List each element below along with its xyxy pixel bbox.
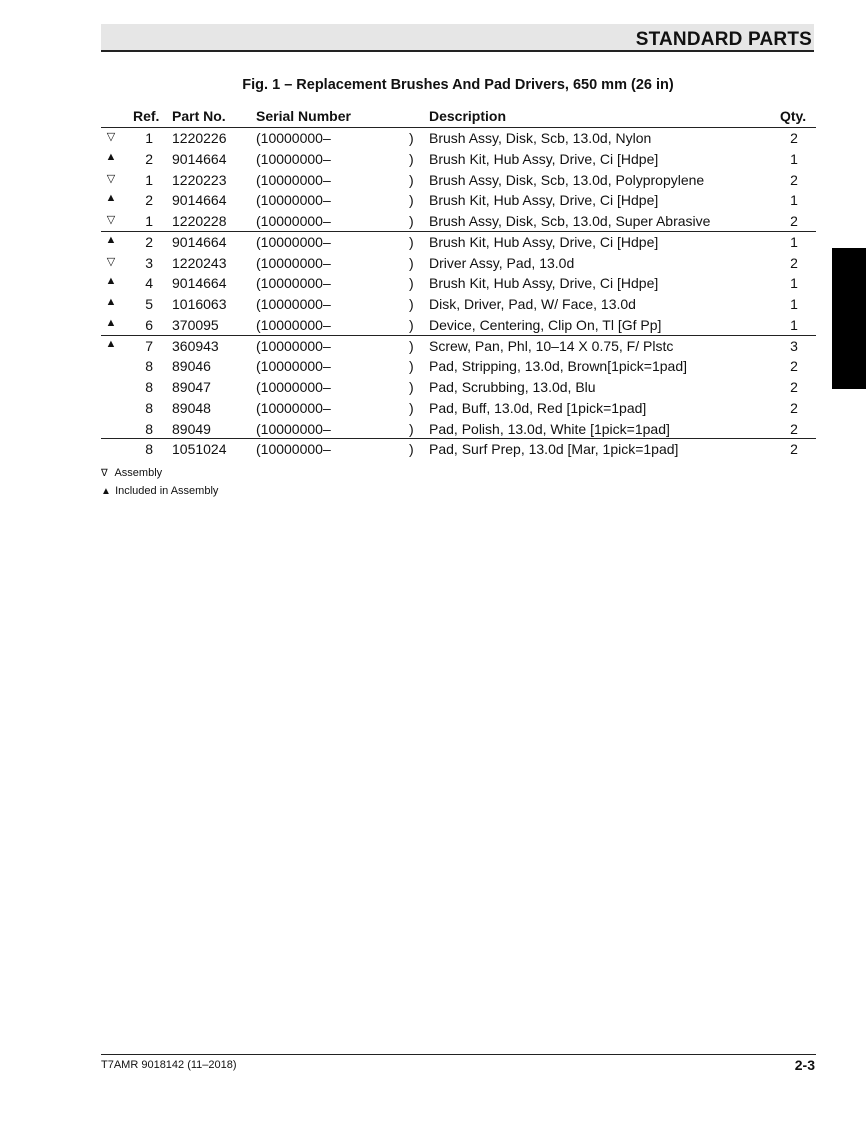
row-serial-number: (10000000– xyxy=(256,379,331,395)
row-description: Pad, Scrubbing, 13.0d, Blu xyxy=(429,379,596,395)
table-row xyxy=(0,441,866,462)
row-description: Brush Assy, Disk, Scb, 13.0d, Nylon xyxy=(429,130,652,146)
row-serial-close: ) xyxy=(409,275,414,292)
row-part-number: 9014664 xyxy=(172,275,227,292)
row-symbol-icon: ▽ xyxy=(106,172,116,185)
column-header-qty: Qty. xyxy=(780,108,807,124)
row-description: Pad, Polish, 13.0d, White [1pick=1pad] xyxy=(429,420,670,437)
row-part-number: 89049 xyxy=(172,420,211,437)
legend-included-label: Included in Assembly xyxy=(115,485,219,497)
table-header-rule xyxy=(101,127,816,128)
footer-rule xyxy=(101,1054,816,1055)
page-section-title: STANDARD PARTS xyxy=(635,29,812,50)
row-ref: 1 xyxy=(145,171,153,188)
legend-assembly xyxy=(101,467,162,479)
row-symbol-icon: ▲ xyxy=(105,337,117,350)
table-row xyxy=(0,338,866,359)
row-part-number: 89046 xyxy=(172,358,211,375)
row-serial-close: ) xyxy=(409,358,414,375)
row-serial-number: (10000000– xyxy=(256,358,331,375)
row-part-number: 1220226 xyxy=(172,130,227,146)
row-part-number: 370095 xyxy=(172,316,219,333)
row-qty: 2 xyxy=(790,130,798,146)
row-part-number: 89048 xyxy=(172,399,211,416)
row-symbol-icon: ▲ xyxy=(105,296,117,308)
assembly-symbol-icon: ∇ xyxy=(101,468,108,479)
row-ref: 7 xyxy=(145,337,153,354)
row-qty: 2 xyxy=(790,213,798,229)
row-part-number: 9014664 xyxy=(172,150,227,167)
table-row xyxy=(0,130,866,151)
row-serial-close: ) xyxy=(409,130,414,146)
column-header-part-no: Part No. xyxy=(172,108,226,124)
row-serial-close: ) xyxy=(409,379,414,395)
row-ref: 8 xyxy=(145,358,153,375)
row-symbol-icon: ▽ xyxy=(106,131,116,143)
row-ref: 8 xyxy=(145,399,153,416)
row-serial-number: (10000000– xyxy=(256,171,331,188)
row-description: Brush Kit, Hub Assy, Drive, Ci [Hdpe] xyxy=(429,150,659,167)
row-description: Brush Assy, Disk, Scb, 13.0d, Super Abrasive xyxy=(429,213,711,229)
table-row xyxy=(0,421,866,442)
row-description: Driver Assy, Pad, 13.0d xyxy=(429,254,575,271)
row-symbol-icon: ▽ xyxy=(106,255,116,268)
row-symbol-icon: ▽ xyxy=(106,214,116,226)
row-ref: 3 xyxy=(145,254,153,271)
table-row xyxy=(0,213,866,234)
row-description: Brush Kit, Hub Assy, Drive, Ci [Hdpe] xyxy=(429,233,659,250)
row-part-number: 1051024 xyxy=(172,441,227,458)
row-ref: 8 xyxy=(145,420,153,437)
row-qty: 1 xyxy=(790,192,798,209)
row-serial-close: ) xyxy=(409,441,414,458)
row-qty: 3 xyxy=(790,337,798,354)
row-serial-close: ) xyxy=(409,399,414,416)
row-description: Pad, Surf Prep, 13.0d [Mar, 1pick=1pad] xyxy=(429,441,679,458)
row-symbol-icon: ▲ xyxy=(105,150,117,163)
row-part-number: 360943 xyxy=(172,337,219,354)
row-symbol-icon: ▲ xyxy=(105,192,117,205)
legend-assembly-label: Assembly xyxy=(114,467,163,479)
row-part-number: 89047 xyxy=(172,379,211,395)
page-number: 2-3 xyxy=(794,1057,815,1073)
row-ref: 4 xyxy=(145,275,153,292)
row-description: Brush Kit, Hub Assy, Drive, Ci [Hdpe] xyxy=(429,192,659,209)
row-serial-close: ) xyxy=(409,316,414,333)
table-row xyxy=(0,255,866,276)
table-row xyxy=(0,234,866,255)
row-qty: 1 xyxy=(790,150,798,167)
row-qty: 2 xyxy=(790,379,798,395)
row-serial-close: ) xyxy=(409,296,414,312)
row-ref: 2 xyxy=(145,150,153,167)
row-serial-close: ) xyxy=(409,254,414,271)
row-ref: 8 xyxy=(145,379,153,395)
header-band xyxy=(101,24,814,52)
row-serial-number: (10000000– xyxy=(256,192,331,209)
row-serial-number: (10000000– xyxy=(256,337,331,354)
row-description: Device, Centering, Clip On, Tl [Gf Pp] xyxy=(429,316,662,333)
row-part-number: 1220243 xyxy=(172,254,227,271)
row-serial-number: (10000000– xyxy=(256,254,331,271)
column-header-ref: Ref. xyxy=(133,108,160,124)
row-description: Disk, Driver, Pad, W/ Face, 13.0d xyxy=(429,296,636,312)
row-symbol-icon: ▲ xyxy=(105,233,117,246)
row-ref: 2 xyxy=(145,233,153,250)
table-row xyxy=(0,317,866,338)
row-serial-close: ) xyxy=(409,192,414,209)
row-serial-close: ) xyxy=(409,337,414,354)
row-serial-number: (10000000– xyxy=(256,420,331,437)
included-symbol-icon: ▲ xyxy=(101,486,111,497)
row-description: Pad, Stripping, 13.0d, Brown[1pick=1pad] xyxy=(429,358,688,375)
row-qty: 2 xyxy=(790,358,798,375)
row-ref: 8 xyxy=(145,441,153,458)
row-serial-number: (10000000– xyxy=(256,130,331,146)
row-qty: 1 xyxy=(790,316,798,333)
row-description: Pad, Buff, 13.0d, Red [1pick=1pad] xyxy=(429,399,647,416)
row-serial-number: (10000000– xyxy=(256,399,331,416)
row-serial-close: ) xyxy=(409,420,414,437)
row-serial-number: (10000000– xyxy=(256,441,331,458)
table-row xyxy=(0,275,866,296)
row-serial-close: ) xyxy=(409,150,414,167)
row-description: Screw, Pan, Phl, 10–14 X 0.75, F/ Plstc xyxy=(429,337,674,354)
row-description: Brush Kit, Hub Assy, Drive, Ci [Hdpe] xyxy=(429,275,659,292)
row-description: Brush Assy, Disk, Scb, 13.0d, Polypropylene xyxy=(429,171,705,188)
row-serial-number: (10000000– xyxy=(256,296,331,312)
column-header-description: Description xyxy=(429,108,507,124)
row-qty: 1 xyxy=(790,233,798,250)
column-header-serial-number: Serial Number xyxy=(256,108,351,124)
row-symbol-icon: ▲ xyxy=(105,316,117,329)
figure-title: Fig. 1 – Replacement Brushes And Pad Drivers, 650 mm (26 in) xyxy=(242,77,674,93)
row-qty: 2 xyxy=(790,441,798,458)
row-qty: 1 xyxy=(790,296,798,312)
row-symbol-icon: ▲ xyxy=(105,275,117,288)
row-part-number: 9014664 xyxy=(172,233,227,250)
row-ref: 6 xyxy=(145,316,153,333)
row-serial-number: (10000000– xyxy=(256,275,331,292)
row-serial-number: (10000000– xyxy=(256,316,331,333)
row-part-number: 1220223 xyxy=(172,171,227,188)
table-row xyxy=(0,379,866,400)
row-qty: 2 xyxy=(790,399,798,416)
table-row xyxy=(0,172,866,193)
table-row xyxy=(0,192,866,213)
table-row xyxy=(0,296,866,317)
row-qty: 2 xyxy=(790,171,798,188)
row-serial-close: ) xyxy=(409,233,414,250)
row-ref: 1 xyxy=(145,213,153,229)
row-ref: 2 xyxy=(145,192,153,209)
row-serial-number: (10000000– xyxy=(256,150,331,167)
row-part-number: 1016063 xyxy=(172,296,227,312)
row-ref: 5 xyxy=(145,296,153,312)
row-serial-close: ) xyxy=(409,171,414,188)
table-row xyxy=(0,358,866,379)
row-serial-number: (10000000– xyxy=(256,213,331,229)
row-ref: 1 xyxy=(145,130,153,146)
row-qty: 1 xyxy=(790,275,798,292)
row-part-number: 9014664 xyxy=(172,192,227,209)
table-row xyxy=(0,151,866,172)
table-row xyxy=(0,400,866,421)
row-serial-close: ) xyxy=(409,213,414,229)
row-qty: 2 xyxy=(790,420,798,437)
row-serial-number: (10000000– xyxy=(256,233,331,250)
row-qty: 2 xyxy=(790,254,798,271)
document-id: T7AMR 9018142 (11–2018) xyxy=(101,1059,237,1071)
legend-included xyxy=(101,485,218,497)
row-part-number: 1220228 xyxy=(172,213,227,229)
